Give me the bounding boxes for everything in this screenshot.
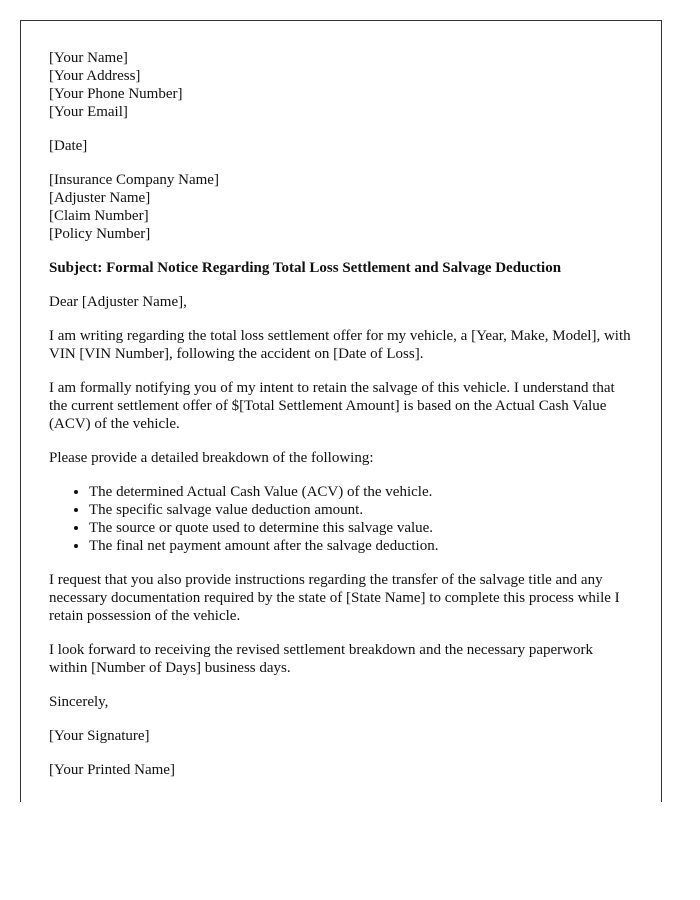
recipient-adjuster: [Adjuster Name] [49, 190, 151, 206]
recipient-policy-number: [Policy Number] [49, 226, 151, 242]
recipient-claim-number: [Claim Number] [49, 208, 149, 224]
sender-address: [Your Address] [49, 68, 141, 84]
body-paragraph: Please provide a detailed breakdown of the following: [49, 450, 374, 466]
closing: Sincerely, [49, 694, 109, 710]
list-item: • The determined Actual Cash Value (ACV) of the vehicle. [89, 483, 633, 501]
breakdown-list [49, 483, 633, 555]
sender-email: [Your Email] [49, 104, 128, 120]
body-paragraph: I am writing regarding the total loss settlement offer for my vehicle, a [Year, Make, Model], with VIN [VIN Number], following the accident on [Date of Loss]. [49, 328, 631, 362]
recipient-block [49, 171, 633, 243]
body-paragraph: I request that you also provide instructions regarding the transfer of the salvage title and any necessary documentation required by the state of [State Name] to complete this process while I retain possession of the vehicle. [49, 572, 620, 624]
signature: [Your Signature] [49, 728, 150, 744]
sender-phone: [Your Phone Number] [49, 86, 183, 102]
salutation: Dear [Adjuster Name], [49, 294, 187, 310]
letter-page [20, 20, 662, 802]
sender-block [49, 49, 633, 121]
letter-date: [Date] [49, 138, 88, 154]
subject-line: Subject: Formal Notice Regarding Total Loss Settlement and Salvage Deduction [49, 260, 562, 276]
printed-name: [Your Printed Name] [49, 762, 175, 778]
recipient-company: [Insurance Company Name] [49, 172, 219, 188]
list-item: • The final net payment amount after the salvage deduction. [89, 537, 633, 555]
body-paragraph: I look forward to receiving the revised settlement breakdown and the necessary paperwork within [Number of Days] business days. [49, 642, 593, 676]
sender-name: [Your Name] [49, 50, 128, 66]
list-item: • The source or quote used to determine this salvage value. [89, 519, 633, 537]
body-paragraph: I am formally notifying you of my intent to retain the salvage of this vehicle. I understand that the current settlement offer of $[Total Settlement Amount] is based on the Actual Cash Value (ACV) of the vehicle. [49, 380, 615, 432]
list-item: • The specific salvage value deduction amount. [89, 501, 633, 519]
